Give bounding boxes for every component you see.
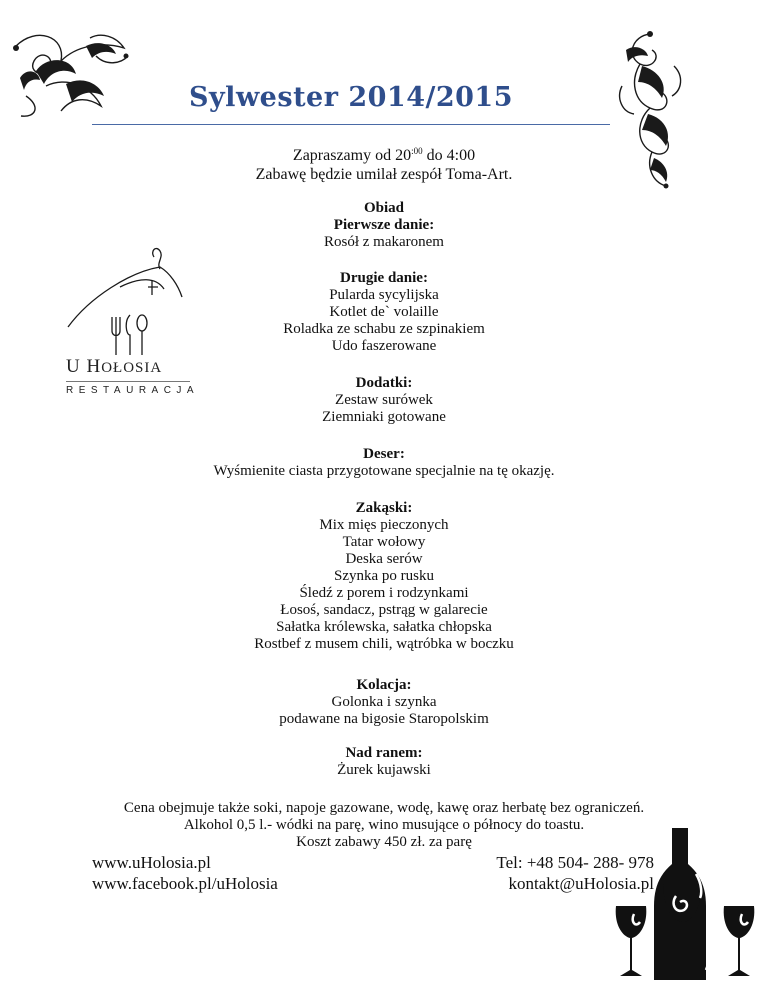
section-sides	[0, 375, 768, 426]
section-title: Zakąski:	[355, 500, 413, 516]
list-item: Tatar wołowy	[342, 534, 426, 550]
list-item: Kotlet de` volaille	[329, 304, 439, 320]
price-info-line: Alkohol 0,5 l.- wódki na parę, wino musujące o północy do toastu.	[183, 817, 585, 833]
section-title: Dodatki:	[355, 375, 413, 391]
list-item: Sałatka królewska, sałatka chłopska	[276, 619, 492, 635]
list-item: Śledź z porem i rodzynkami	[299, 585, 469, 601]
list-item: Ziemniaki gotowane	[322, 409, 446, 425]
section-title: Drugie danie:	[340, 270, 428, 286]
section-title: Deser:	[363, 446, 405, 462]
email-link[interactable]: kontakt@uHolosia.pl	[508, 874, 654, 893]
intro-block	[0, 146, 768, 184]
list-item: Deska serów	[345, 551, 423, 567]
intro-hours: Zapraszamy od $20^{:00}$ do 4:00	[292, 146, 476, 164]
section-morning	[0, 745, 768, 779]
section-title: Nad ranem:	[345, 745, 423, 761]
list-item: Łosoś, sandacz, pstrąg w galarecie	[280, 602, 488, 618]
section-supper	[0, 677, 768, 728]
list-item: Pularda sycylijska	[329, 287, 439, 303]
list-item: Golonka i szynka	[331, 694, 437, 710]
title-underline	[92, 124, 610, 125]
website-link[interactable]: www.uHolosia.pl	[92, 853, 211, 872]
list-item: Żurek kujawski	[337, 762, 431, 778]
phone-number: Tel: +48 504- 288- 978	[496, 853, 654, 872]
list-item: Szynka po rusku	[334, 568, 434, 584]
section-appetizers	[0, 500, 768, 653]
list-item: Mix mięs pieczonych	[319, 517, 449, 533]
section-title: Kolacja:	[356, 677, 412, 693]
wine-bottle-glasses-icon	[610, 824, 760, 984]
list-item: Roladka ze schabu ze szpinakiem	[283, 321, 485, 337]
price-info-line: Cena obejmuje także soki, napoje gazowane, wodę, kawę oraz herbatę bez ograniczeń.	[123, 800, 645, 816]
facebook-link[interactable]: www.facebook.pl/uHolosia	[92, 874, 278, 893]
contact-links	[92, 852, 278, 894]
list-item: podawane na bigosie Staropolskim	[279, 711, 489, 727]
price-info-line: Koszt zabawy 450 zł. za parę	[296, 834, 472, 850]
section-dessert	[0, 446, 768, 480]
intro-band: Zabawę będzie umilał zespół Toma-Art.	[255, 166, 513, 183]
page-title: Sylwester 2014/2015	[189, 82, 513, 113]
section-title: Pierwsze danie:	[333, 217, 435, 233]
logo-subtitle: RESTAURACJA	[66, 385, 200, 396]
section-main-course	[0, 270, 768, 355]
list-item: Rosół z makaronem	[324, 234, 444, 250]
list-item: Rostbef z musem chili, wątróbka w boczku	[254, 636, 514, 652]
section-obiad	[0, 200, 768, 251]
list-item: Udo faszerowane	[331, 338, 437, 354]
section-title: Obiad	[363, 200, 405, 216]
list-item: Zestaw surówek	[335, 392, 433, 408]
logo-name: U HOŁOSIA	[66, 356, 163, 377]
list-item: Wyśmienite ciasta przygotowane specjalnie na tę okazję.	[213, 463, 555, 479]
